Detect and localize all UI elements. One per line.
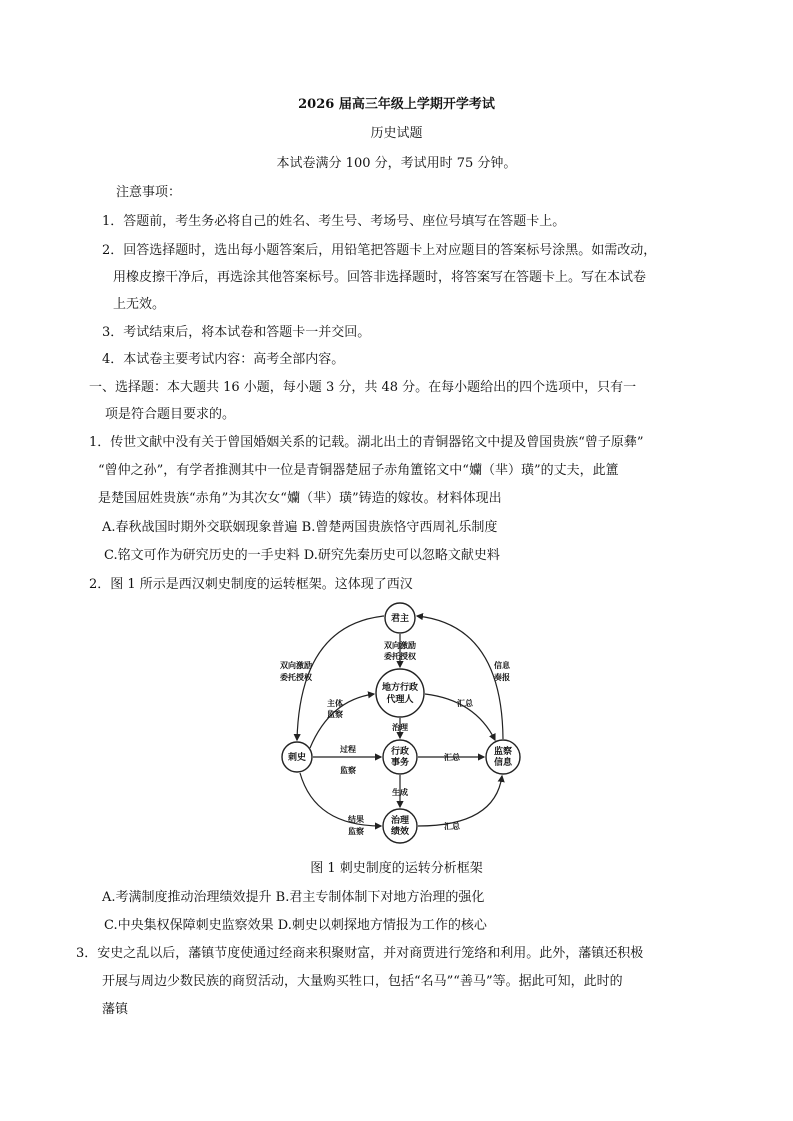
notice-item-1: 1．答题前，考生务必将自己的姓名、考生号、考场号、座位号填写在答题卡上。 (102, 214, 566, 229)
label-dual-incentive-top-1: 双向激励 (384, 640, 416, 650)
label-result-supervision-1: 结果 (348, 814, 364, 824)
node-admin-affairs-label-1: 行政 (390, 747, 410, 757)
q1-stem-line-3: 是楚国屈姓贵族“赤角”为其次女“孏（芈）璜”铸造的嫁妆。材料体现出 (98, 491, 502, 506)
label-summary-2: 汇总 (444, 752, 460, 762)
cishi-system-diagram (270, 600, 524, 852)
q2-options-cd: C.中央集权保障刺史监察效果 D.刺史以刺探地方情报为工作的核心 (104, 918, 487, 933)
node-monitor-info (486, 740, 520, 774)
edge-monitor-to-monarch (417, 616, 503, 739)
node-admin-affairs-label-2: 事务 (390, 758, 410, 768)
q2-stem: 2．图 1 所示是西汉刺史制度的运转框架。这体现了西汉 (89, 577, 413, 592)
label-process-supervision-2: 监察 (340, 765, 356, 775)
edge-cishi-to-performance (300, 773, 381, 826)
node-cishi (282, 742, 312, 772)
notice-item-2-line-2: 用橡皮擦干净后，再选涂其他答案标号。回答非选择题时，将答案写在答题卡上。写在本试卷 (113, 270, 647, 285)
label-generate: 生成 (392, 787, 408, 797)
section-heading-line-2: 项是符合题目要求的。 (105, 407, 236, 422)
node-monitor-info-label-2: 信息 (493, 758, 513, 768)
label-dual-incentive-top-2: 委托授权 (384, 651, 416, 661)
label-info-report-2: 奏报 (494, 672, 510, 682)
q3-stem-line-3: 藩镇 (102, 1002, 129, 1017)
exam-title: 2026 届高三年级上学期开学考试 (298, 97, 495, 112)
figure-caption: 图 1 刺史制度的运转分析框架 (310, 861, 483, 876)
node-local-agent-label-2: 代理人 (386, 695, 414, 705)
q2-options-ab: A.考满制度推动治理绩效提升 B.君主专制体制下对地方治理的强化 (102, 890, 485, 905)
q1-stem-line-2: “曾仲之孙”，有学者推测其中一位是青铜器楚屈子赤角簠铭文中“孏（芈）璜”的丈夫，此簠 (98, 463, 619, 478)
label-process-supervision-1: 过程 (340, 744, 356, 754)
q1-options-cd: C.铭文可作为研究历史的一手史料 D.研究先秦历史可以忽略文献史料 (104, 548, 500, 563)
label-summary-3: 汇总 (444, 821, 460, 831)
q3-stem-line-1: 3．安史之乱以后，藩镇节度使通过经商来积聚财富，并对商贾进行笼络和利用。此外，藩镇还积极 (76, 946, 644, 961)
node-admin-affairs (383, 740, 417, 774)
label-dual-incentive-left-1: 双向激励 (280, 660, 312, 670)
node-governance-performance (383, 809, 417, 843)
label-subject-supervision-2: 监察 (327, 709, 343, 719)
q3-stem-line-2: 开展与周边少数民族的商贸活动，大量购买牲口，包括“名马”“善马”等。据此可知，此时的 (102, 974, 623, 989)
notice-item-2-line-3: 上无效。 (113, 297, 166, 312)
label-info-report-1: 信息 (494, 660, 510, 670)
label-result-supervision-2: 监察 (348, 826, 364, 836)
subject-title: 历史试题 (370, 126, 423, 141)
notice-heading: 注意事项： (116, 185, 182, 200)
label-subject-supervision-1: 主体 (327, 698, 343, 708)
label-dual-incentive-left-2: 委托授权 (280, 672, 312, 682)
notice-item-3: 3．考试结束后，将本试卷和答题卡一并交回。 (102, 325, 371, 340)
node-monarch-label: 君主 (390, 614, 410, 624)
node-monitor-info-label-1: 监察 (493, 747, 513, 757)
section-heading-line-1: 一、选择题：本大题共 16 小题，每小题 3 分，共 48 分。在每小题给出的四个选项中，只有一 (89, 380, 637, 395)
notice-item-2-line-1: 2．回答选择题时，选出每小题答案后，用铅笔把答题卡上对应题目的答案标号涂黑。如需改动， (102, 243, 657, 258)
node-cishi-label: 刺史 (287, 753, 307, 763)
label-govern: 治理 (392, 722, 408, 732)
edge-performance-to-monitor (418, 776, 502, 826)
node-local-agent-label-1: 地方行政 (381, 683, 419, 693)
q1-options-ab: A.春秋战国时期外交联姻现象普遍 B.曾楚两国贵族恪守西周礼乐制度 (102, 520, 498, 535)
label-summary-1: 汇总 (457, 698, 473, 708)
node-monarch (385, 603, 415, 633)
node-governance-performance-label-2: 绩效 (390, 827, 410, 837)
notice-item-4: 4．本试卷主要考试内容：高考全部内容。 (102, 352, 345, 367)
q1-stem-line-1: 1．传世文献中没有关于曾国婚姻关系的记载。湖北出土的青铜器铭文中提及曾国贵族“曾子原彝” (89, 435, 644, 450)
node-local-agent (376, 669, 424, 717)
node-governance-performance-label-1: 治理 (390, 816, 410, 826)
exam-info: 本试卷满分 100 分，考试用时 75 分钟。 (276, 156, 517, 171)
